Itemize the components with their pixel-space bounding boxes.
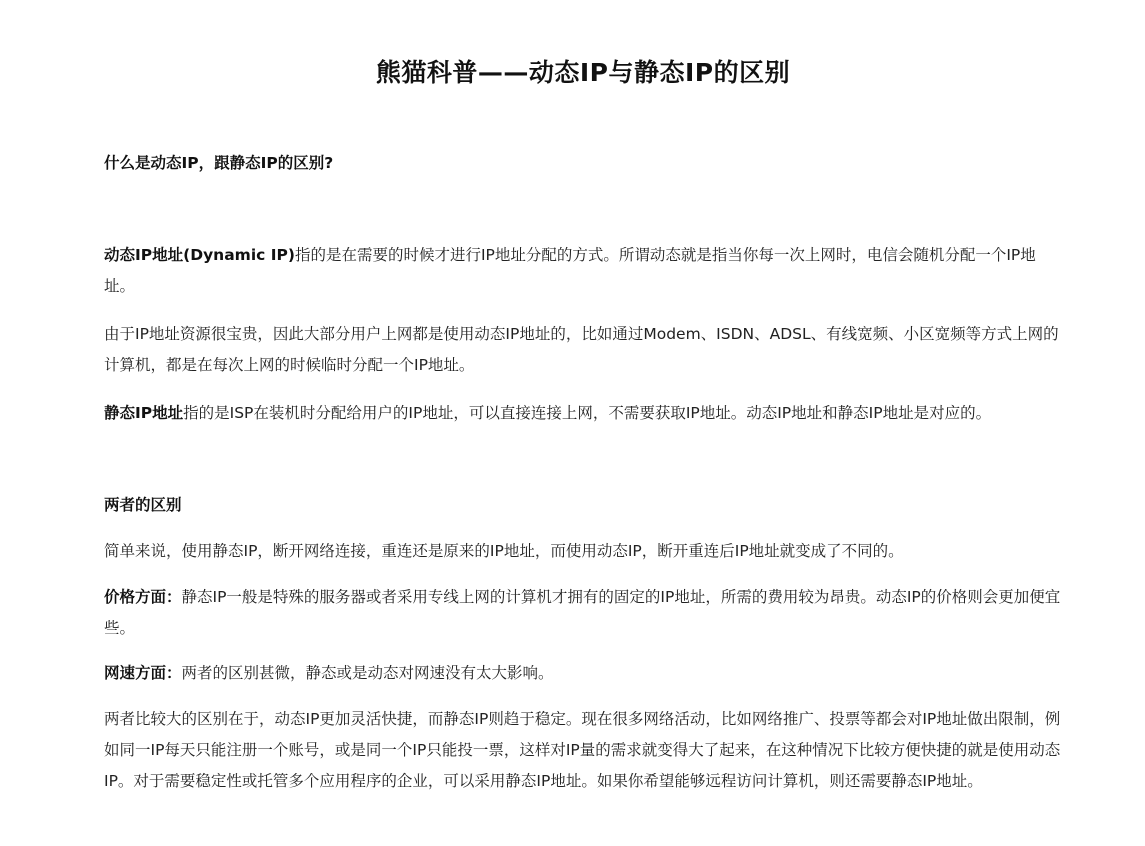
difference-heading: 两者的区别 (104, 496, 182, 514)
paragraph-static-ip (104, 398, 1062, 429)
paragraph-ip-resource: 由于IP地址资源很宝贵，因此大部分用户上网都是使用动态IP地址的，比如通过Modem、ISDN、ADSL、有线宽频、小区宽频等方式上网的计算机，都是在每次上网的时候临时分配一个IP地址。 (104, 325, 1059, 374)
paragraph-dynamic-ip-text: 指的是在需要的时候才进行IP地址分配的方式。所谓动态就是指当你每一次上网时，电信会随机分配一个IP地址。 (104, 246, 1036, 295)
term-dynamic-ip: 动态IP地址(Dynamic IP) (104, 246, 295, 264)
paragraph-simple-summary: 简单来说，使用静态IP，断开网络连接，重连还是原来的IP地址，而使用动态IP，断开重连后IP地址就变成了不同的。 (104, 542, 904, 560)
paragraph-speed (104, 658, 1062, 689)
term-price: 价格方面： (104, 588, 182, 606)
paragraph-dynamic-ip (104, 240, 1062, 302)
page-title: 熊猫科普——动态IP与静态IP的区别 (375, 58, 791, 87)
paragraph-static-ip-text: 指的是ISP在装机时分配给用户的IP地址，可以直接连接上网，不需要获取IP地址。动态IP地址和静态IP地址是对应的。 (183, 404, 992, 422)
term-static-ip: 静态IP地址 (104, 404, 184, 422)
paragraph-price-text: 静态IP一般是特殊的服务器或者采用专线上网的计算机才拥有的固定的IP地址，所需的费用较为昂贵。动态IP的价格则会更加便宜些。 (104, 588, 1061, 637)
paragraph-main-difference: 两者比较大的区别在于，动态IP更加灵活快捷，而静态IP则趋于稳定。现在很多网络活动，比如网络推广、投票等都会对IP地址做出限制，例如同一IP每天只能注册一个账号，或是同一个IP只能投一票，这样对IP量的需求就变得大了起来，在这种情况下比较方便快捷的就是使用动态IP。对于需要稳定性或托管多个应用程序的企业，可以采用静态IP地址。如果你希望能够远程访问计算机，则还需要静态IP地址。 (104, 710, 1061, 790)
paragraph-speed-text: 两者的区别甚微，静态或是动态对网速没有太大影响。 (181, 664, 554, 682)
paragraph-price (104, 582, 1062, 644)
question-heading: 什么是动态IP，跟静态IP的区别? (104, 154, 334, 172)
term-speed: 网速方面： (104, 664, 182, 682)
